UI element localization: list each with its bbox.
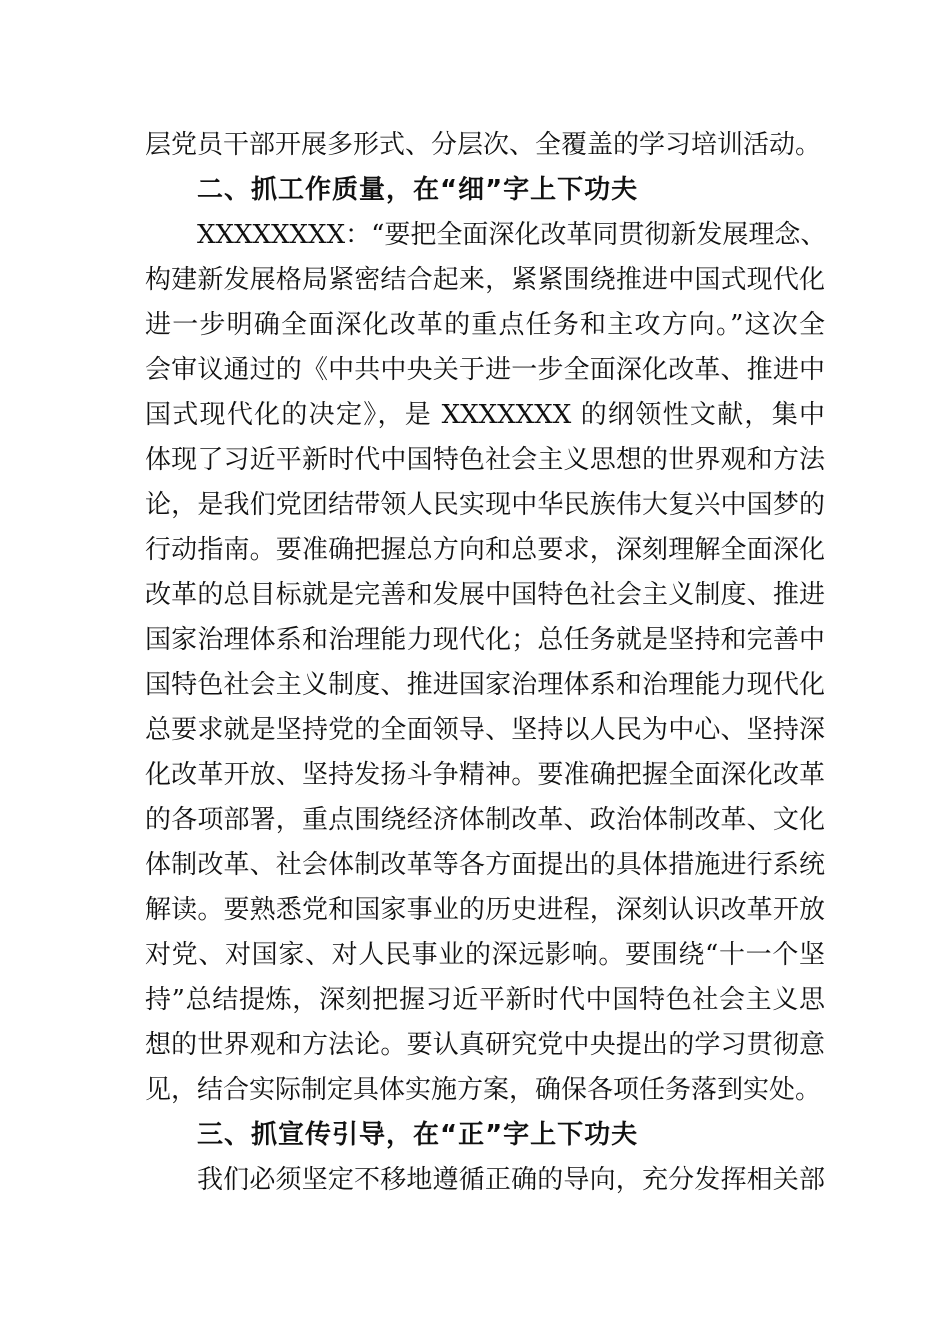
- paragraph-line: 层党员干部开展多形式、分层次、全覆盖的学习培训活动。: [145, 130, 822, 160]
- paragraph-line: 想的世界观和方法论。要认真研究党中央提出的学习贯彻意: [145, 1030, 825, 1060]
- paragraph-line: 解读。要熟悉党和国家事业的历史进程，深刻认识改革开放: [145, 895, 825, 925]
- paragraph-line: 国式现代化的决定》，是 XXXXXXX 的纲领性文献，集中: [145, 400, 825, 430]
- paragraph-line: 构建新发展格局紧密结合起来，紧紧围绕推进中国式现代化: [145, 265, 825, 295]
- paragraph-line: 对党、对国家、对人民事业的深远影响。要围绕“十一个坚: [145, 940, 825, 970]
- paragraph-line: 我们必须坚定不移地遵循正确的导向，充分发挥相关部: [197, 1165, 825, 1195]
- paragraph-line: 总要求就是坚持党的全面领导、坚持以人民为中心、坚持深: [145, 715, 825, 745]
- paragraph-line: 国特色社会主义制度、推进国家治理体系和治理能力现代化: [145, 670, 825, 700]
- paragraph-line: 论，是我们党团结带领人民实现中华民族伟大复兴中国梦的: [145, 490, 825, 520]
- section-heading-3: 三、抓宣传引导，在“正”字上下功夫: [197, 1120, 639, 1150]
- paragraph-line: 行动指南。要准确把握总方向和总要求，深刻理解全面深化: [145, 535, 825, 565]
- section-heading-2: 二、抓工作质量，在“细”字上下功夫: [197, 175, 639, 205]
- paragraph-line: 的各项部署，重点围绕经济体制改革、政治体制改革、文化: [145, 805, 825, 835]
- paragraph-line: 持”总结提炼，深刻把握习近平新时代中国特色社会主义思: [145, 985, 825, 1015]
- paragraph-line: 国家治理体系和治理能力现代化；总任务就是坚持和完善中: [145, 625, 825, 655]
- paragraph-line: 见，结合实际制定具体实施方案，确保各项任务落到实处。: [145, 1075, 822, 1105]
- paragraph-line: 化改革开放、坚持发扬斗争精神。要准确把握全面深化改革: [145, 760, 825, 790]
- paragraph-line: 体制改革、社会体制改革等各方面提出的具体措施进行系统: [145, 850, 825, 880]
- paragraph-line: 改革的总目标就是完善和发展中国特色社会主义制度、推进: [145, 580, 825, 610]
- paragraph-line: 进一步明确全面深化改革的重点任务和主攻方向。”这次全: [145, 310, 825, 340]
- paragraph-line: XXXXXXXX：“要把全面深化改革同贯彻新发展理念、: [197, 220, 827, 250]
- paragraph-line: 体现了习近平新时代中国特色社会主义思想的世界观和方法: [145, 445, 825, 475]
- paragraph-line: 会审议通过的《中共中央关于进一步全面深化改革、推进中: [145, 355, 825, 385]
